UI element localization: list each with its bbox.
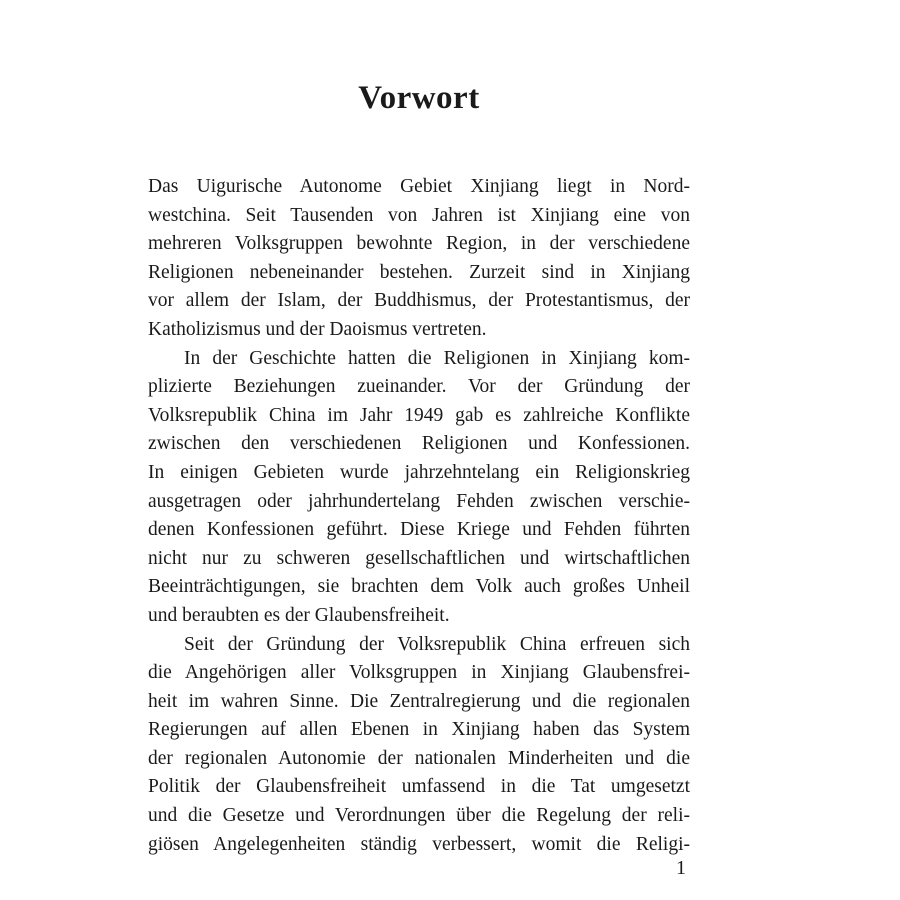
text-line: Katholizismus und der Daoismus vertreten. [148, 318, 487, 340]
text-line: die Angehörigen aller Volksgruppen in Xinjiang Glaubensfrei- [148, 662, 690, 684]
text-line: vor allem der Islam, der Buddhismus, der Protestantismus, der [148, 290, 690, 312]
body-text [148, 173, 690, 859]
text-line: plizierte Beziehungen zueinander. Vor der Gründung der [148, 376, 690, 398]
text-line: Religionen nebeneinander bestehen. Zurzeit sind in Xinjiang [148, 261, 690, 283]
text-line: Seit der Gründung der Volksrepublik China erfreuen sich [184, 633, 690, 655]
page-number: 1 [676, 857, 686, 879]
text-line: In der Geschichte hatten die Religionen in Xinjiang kom- [184, 347, 690, 369]
text-line: nicht nur zu schweren gesellschaftlichen und wirtschaftlichen [148, 547, 690, 569]
text-line: Beeinträchtigungen, sie brachten dem Volk auch großes Unheil [148, 576, 690, 598]
text-line: giösen Angelegenheiten ständig verbessert, womit die Religi- [148, 833, 690, 855]
text-line: In einigen Gebieten wurde jahrzehntelang ein Religionskrieg [148, 461, 690, 483]
text-line: heit im wahren Sinne. Die Zentralregierung und die regionalen [148, 690, 690, 712]
text-line: westchina. Seit Tausenden von Jahren ist Xinjiang eine von [148, 204, 690, 226]
text-line: denen Konfessionen geführt. Diese Kriege und Fehden führten [148, 519, 690, 541]
text-line: der regionalen Autonomie der nationalen Minderheiten und die [148, 747, 690, 769]
text-line: ausgetragen oder jahrhundertelang Fehden zwischen verschie- [148, 490, 690, 512]
page-title: Vorwort [358, 80, 480, 116]
text-line: und die Gesetze und Verordnungen über die Regelung der reli- [148, 805, 690, 827]
text-line: zwischen den verschiedenen Religionen und Konfessionen. [148, 433, 690, 455]
text-line: Das Uigurische Autonome Gebiet Xinjiang liegt in Nord- [148, 176, 690, 197]
text-line: und beraubten es der Glaubensfreiheit. [148, 604, 450, 626]
text-line: mehreren Volksgruppen bewohnte Region, in der verschiedene [148, 233, 690, 255]
text-line: Regierungen auf allen Ebenen in Xinjiang haben das System [148, 719, 690, 741]
text-line: Politik der Glaubensfreiheit umfassend in die Tat umgesetzt [148, 776, 690, 798]
text-line: Volksrepublik China im Jahr 1949 gab es zahlreiche Konflikte [148, 404, 690, 426]
